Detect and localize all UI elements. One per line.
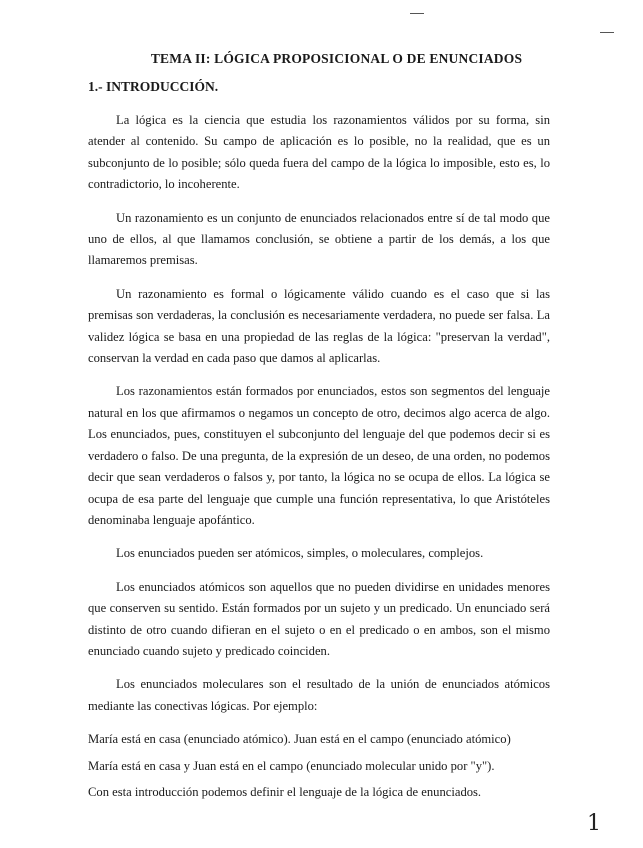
paragraph: Los enunciados moleculares son el resultado de la unión de enunciados atómicos mediante las conectivas lógicas. Por ejemplo: <box>88 677 550 713</box>
paragraph: La lógica es la ciencia que estudia los razonamientos válidos por su forma, sin atender al contenido. Su campo de aplicación es lo posible, no la realidad, que es un subconjunto de lo posible; sólo queda fuera del campo de la lógica lo imposible, esto es, lo contradictorio, lo incoherente. <box>88 113 550 192</box>
paragraph: Un razonamiento es un conjunto de enunciados relacionados entre sí de tal modo que uno de ellos, al que llamamos conclusión, se obtiene a partir de los demás, a los que llamaremos premisas. <box>88 210 550 268</box>
page-number: 1 <box>587 811 601 836</box>
scan-mark <box>410 13 424 14</box>
paragraph: Un razonamiento es formal o lógicamente válido cuando es el caso que si las premisas son verdaderas, la conclusión es necesariamente verdadera, no puede ser falsa. La validez lógica se basa en una propiedad de las reglas de la lógica: "preservan la verdad", conservan la verdad en cada paso que damos al aplicarlas. <box>88 286 550 366</box>
example-line: Con esta introducción podemos definir el lenguaje de la lógica de enunciados. <box>88 784 482 799</box>
scan-mark <box>600 32 614 33</box>
example-line: María está en casa (enunciado atómico). Juan está en el campo (enunciado atómico) <box>88 732 511 747</box>
paragraph: Los razonamientos están formados por enunciados, estos son segmentos del lenguaje natural en los que afirmamos o negamos un concepto de otro, decimos algo acerca de algo. Los enunciados, pues, constituyen el subconjunto del lenguaje del que podemos decir si es verdadero o falso. De una pregunta, de la expresión de un deseo, de una orden, no podemos decir que sean verdaderos o falsos y, por tanto, la lógica no se ocupa de ellos. La lógica se ocupa de esa parte del lenguaje que cumple una función representativa, lo que Aristóteles denominaba lenguaje apofántico. <box>88 384 550 527</box>
paragraph: Los enunciados atómicos son aquellos que no pueden dividirse en unidades menores que conserven su sentido. Están formados por un sujeto y un predicado. Un enunciado será distinto de otro cuando difieran en el sujeto o en el predicado o en ambos, son el mismo enunciado cuando sujeto y predicado coinciden. <box>88 579 550 658</box>
document-title: TEMA II: LÓGICA PROPOSICIONAL O DE ENUNCIADOS <box>150 51 523 66</box>
section-heading: 1.- INTRODUCCIÓN. <box>88 79 219 94</box>
paragraph: Los enunciados pueden ser atómicos, simples, o moleculares, complejos. <box>116 546 484 561</box>
example-line: María está en casa y Juan está en el campo (enunciado molecular unido por "y"). <box>88 758 495 773</box>
document-body <box>88 110 550 808</box>
